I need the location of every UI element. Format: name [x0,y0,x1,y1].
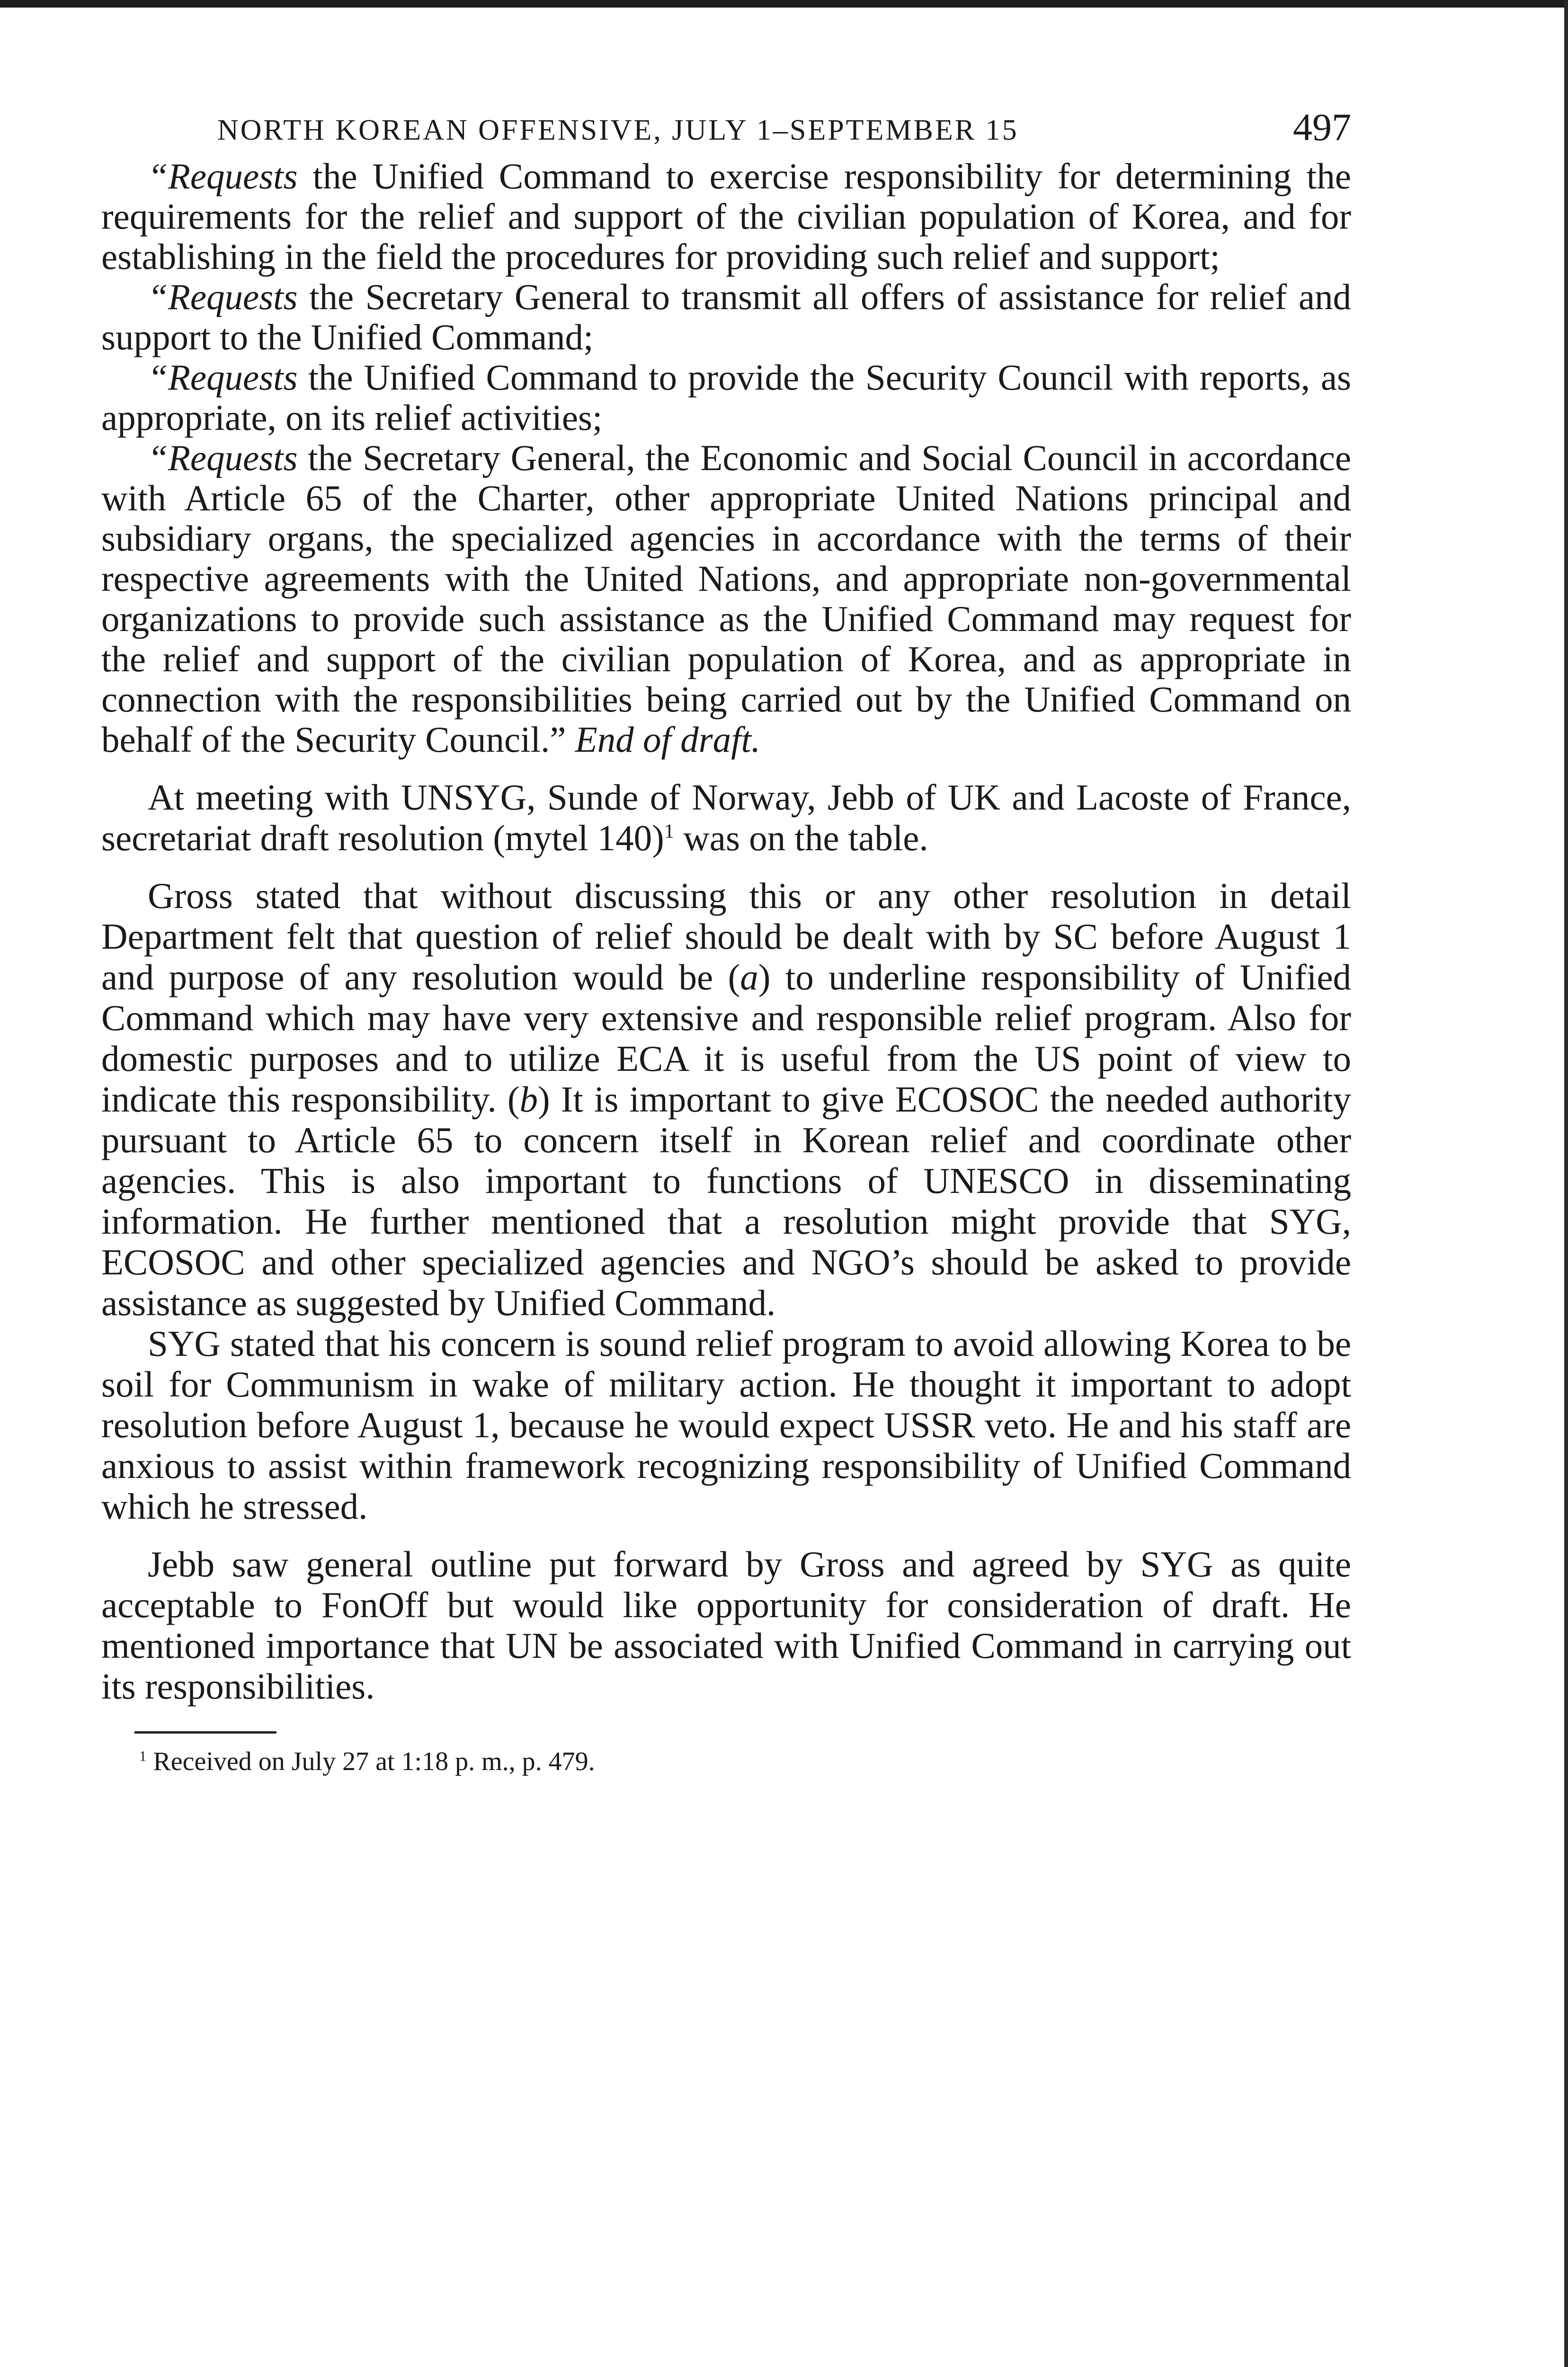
clause-keyword: “Requests [148,276,298,317]
running-head [101,99,1351,156]
clause-keyword: “Requests [148,156,298,196]
page-number: 497 [1293,106,1351,149]
clause-text: the Unified Command to exercise responsibility for determining the requirements for the relief and support of the civilian population of Korea, and for establishing in the field the procedures for providing such relief and support; [101,156,1351,277]
paragraph-text: At meeting with UNSYG, Sunde of Norway, Jebb of UK and Lacoste of France, secretariat draft resolution (mytel 140) [101,777,1351,858]
paragraph-meeting [101,777,1351,858]
document-page [101,99,1351,1778]
scan-edge-top [0,0,1568,8]
paragraph-text: was on the table. [674,818,928,858]
draft-clause-4 [101,438,1351,760]
draft-clause-3 [101,357,1351,438]
draft-clause-1 [101,156,1351,277]
paragraph-text: ) It is important to give ECOSOC the needed authority pursuant to Article 65 to concern itself in Korean relief and coordinate other agencies. This is also important to functions of UNESCO in disseminating information. He further mentioned that a resolution might provide that SYG, ECOSOC and other specialized agencies and NGO’s should be asked to provide assistance as suggested by Unified Command. [101,1079,1351,1323]
draft-clause-2 [101,277,1351,357]
clause-keyword: “Requests [148,357,298,398]
running-title: NORTH KOREAN OFFENSIVE, JULY 1–SEPTEMBER 15 [217,114,1019,146]
footnote-divider [134,1731,276,1734]
paragraph-jebb: Jebb saw general outline put forward by Gross and agreed by SYG as quite acceptable to FonOff but would like opportunity for consideration of draft. He mentioned importance that UN be associated with Unified Command in carrying out its responsibilities. [101,1544,1351,1707]
list-label-b: b [519,1079,538,1120]
paragraph-text: Gross stated that without discussing this or any other resolution in detail Department felt that question of relief should be dealt with by SC before August 1 and purpose of any resolution would be ( [101,875,1351,997]
list-label-a: a [740,957,758,997]
end-of-draft-note: End of draft. [575,719,761,760]
paragraph-gross [101,875,1351,1323]
clause-keyword: “Requests [148,437,298,478]
paragraph-syg: SYG stated that his concern is sound relief program to avoid allowing Korea to be soil for Communism in wake of military action. He thought it important to adopt resolution before August 1, because he would expect USSR veto. He and his staff are anxious to assist within framework recognizing responsibility of Unified Command which he stressed. [101,1323,1351,1527]
clause-text: the Secretary General, the Economic and Social Council in accordance with Article 65 of the Charter, other appropriate United Nations principal and subsidiary organs, the specialized agencies in accordance with the terms of their respective agreements with the United Nations, and appropriate non-governmental organizations to provide such assistance as the Unified Command may request for the relief and support of the civilian population of Korea, and as appropriate in connection with the responsibilities being carried out by the Unified Command on behalf of the Security Council.” [101,437,1351,760]
paragraph-text: ) to underline responsibility of Unified Command which may have very extensive and responsible relief program. Also for domestic purposes and to utilize ECA it is useful from the US point of view to indicate this responsibility. ( [101,957,1351,1120]
clause-text: the Secretary General to transmit all offers of assistance for relief and support to the Unified Command; [101,276,1351,357]
scan-edge-right [1564,0,1568,2367]
footnote-text: Received on July 27 at 1:18 p. m., p. 479. [146,1747,595,1776]
footnote-marker: 1 [139,1748,147,1764]
footnote [139,1745,1351,1778]
footnote-reference: 1 [664,820,674,843]
clause-text: the Unified Command to provide the Security Council with reports, as appropriate, on its relief activities; [101,357,1351,438]
draft-resolution-quote [101,156,1351,760]
